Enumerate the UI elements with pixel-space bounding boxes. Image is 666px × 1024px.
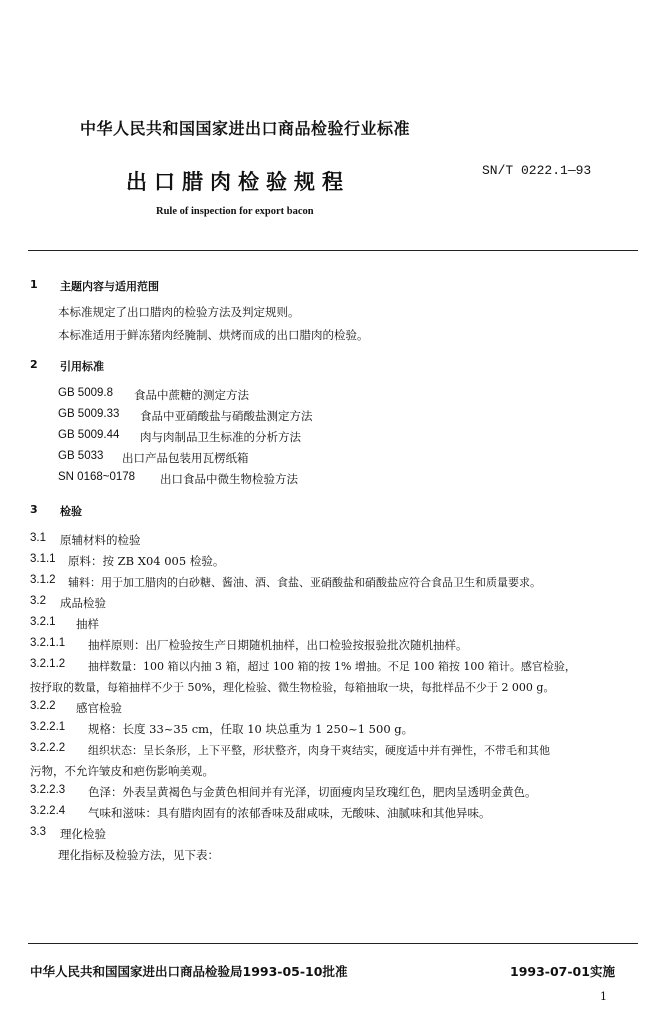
clause-text: 成品检验 <box>60 596 106 610</box>
clause-text: 规格：长度 33~35 cm，任取 10 块总重为 1 250~1 500 g。 <box>88 722 414 736</box>
clause-text: 色泽：外表呈黄褐色与金黄色相间并有光泽，切面瘦肉呈玫瑰红色，肥肉呈透明金黄色。 <box>88 785 537 799</box>
reference-code: GB 5009.44 <box>58 429 120 441</box>
reference-name: 出口食品中微生物检验方法 <box>160 472 298 486</box>
clause-number: 3.2.2.1 <box>30 721 66 733</box>
clause-number: 3.1.2 <box>30 574 56 586</box>
clause-number: 3.2.2.4 <box>30 805 66 817</box>
section-3-number: 3 <box>30 503 38 516</box>
section-2-title: 引用标准 <box>60 360 104 373</box>
clause-number: 3.2.2.3 <box>30 784 66 796</box>
clause-text: 抽样原则：出厂检验按生产日期随机抽样，出口检验按报验批次随机抽样。 <box>88 638 468 652</box>
reference-name: 食品中蔗糖的测定方法 <box>134 388 249 402</box>
clause-text-continued: 按抒取的数量，每箱抽样不少于 50%，理化检验、微生物检验，每箱抽取一块，每批样品不少于 2 000 g。 <box>30 681 555 694</box>
clause-text: 抽样 <box>76 617 99 631</box>
issuing-organization: 中华人民共和国国家进出口商品检验行业标准 <box>80 119 411 138</box>
clause-text: 理化检验 <box>60 827 106 841</box>
clause-text: 气味和滋味：具有腊肉固有的浓郁香味及甜咸味，无酸味、油腻味和其他异味。 <box>88 806 491 820</box>
clause-number: 3.2.1.1 <box>30 637 66 649</box>
reference-name: 出口产品包装用瓦楞纸箱 <box>122 451 249 465</box>
clause-text: 原料：按 ZB X04 005 检验。 <box>68 554 225 568</box>
header-divider <box>28 250 638 251</box>
clause-text-continued: 理化指标及检验方法，见下表： <box>58 848 219 862</box>
clause-text-continued: 污物，不允许皱皮和疤伤影响美观。 <box>30 764 214 778</box>
clause-text: 感官检验 <box>76 701 122 715</box>
reference-code: GB 5009.33 <box>58 408 120 420</box>
clause-number: 3.1 <box>30 532 46 544</box>
clause-number: 3.2.2.2 <box>30 742 66 754</box>
section-2-number: 2 <box>30 358 38 371</box>
clause-text: 抽样数量：100 箱以内抽 3 箱，超过 100 箱的按 1% 增抽。不足 100 箱按 100 箱计。感官检验， <box>88 660 576 673</box>
reference-code: SN 0168~0178 <box>58 471 136 483</box>
clause-text: 组织状态：呈长条形，上下平整，形状整齐，肉身干爽结实，硬度适中并有弹性，不带毛和其他 <box>88 744 550 757</box>
clause-number: 3.3 <box>30 826 46 838</box>
clause-text: 原辅材料的检验 <box>60 533 141 547</box>
reference-name: 食品中亚硝酸盐与硝酸盐测定方法 <box>140 409 313 423</box>
section-1-paragraph: 本标准适用于鲜冻猪肉经腌制、烘烤而成的出口腊肉的检验。 <box>58 328 369 342</box>
clause-number: 3.1.1 <box>30 553 56 565</box>
clause-text: 辅料：用于加工腊肉的白砂糖、酱油、酒、食盐、亚硝酸盐和硝酸盐应符合食品卫生和质量要求。 <box>68 576 541 589</box>
section-3-title: 检验 <box>60 505 82 518</box>
english-title: Rule of inspection for export bacon <box>156 206 314 217</box>
standard-code: SN/T 0222.1—93 <box>482 163 592 178</box>
approval-line: 中华人民共和国国家进出口商品检验局1993-05-10批准 <box>30 964 348 979</box>
reference-code: GB 5009.8 <box>58 387 113 399</box>
section-1-title: 主题内容与适用范围 <box>60 280 159 293</box>
section-1-paragraph: 本标准规定了出口腊肉的检验方法及判定规则。 <box>58 305 300 319</box>
page-number: 1 <box>600 990 607 1003</box>
clause-number: 3.2.1 <box>30 616 56 628</box>
clause-number: 3.2 <box>30 595 46 607</box>
reference-code: GB 5033 <box>58 450 104 462</box>
reference-name: 肉与肉制品卫生标准的分析方法 <box>140 430 301 444</box>
section-1-number: 1 <box>30 278 38 291</box>
footer-divider <box>28 943 638 944</box>
implementation-date: 1993-07-01实施 <box>510 964 615 979</box>
clause-number: 3.2.1.2 <box>30 658 66 670</box>
clause-number: 3.2.2 <box>30 700 56 712</box>
document-title: 出口腊肉检验规程 <box>126 170 350 194</box>
